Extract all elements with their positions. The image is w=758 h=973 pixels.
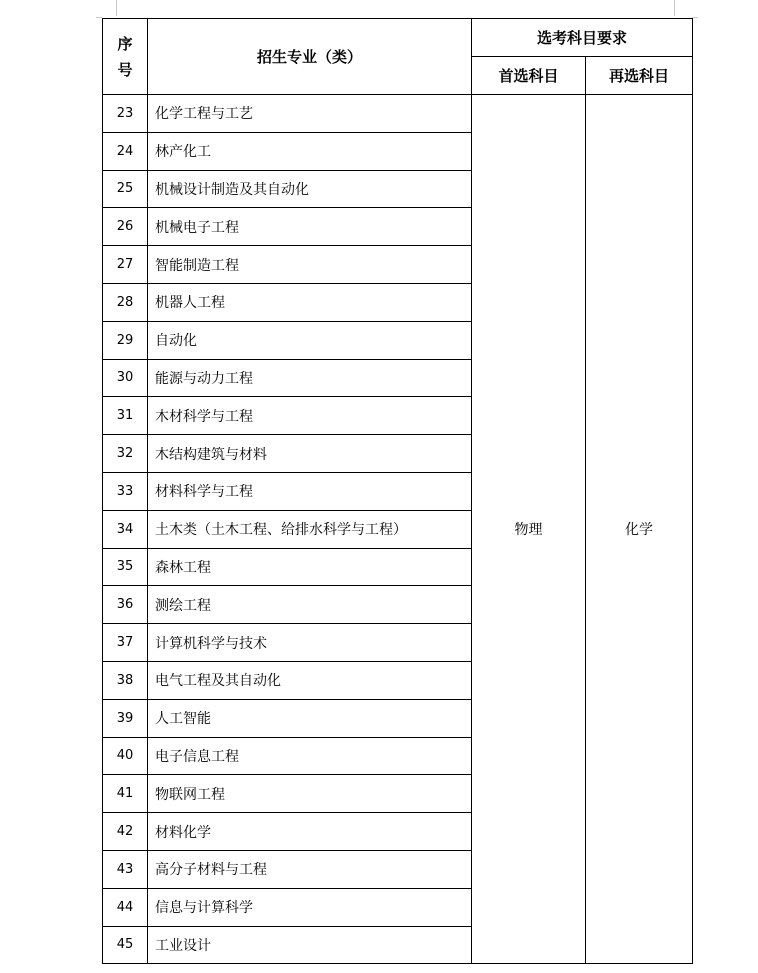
major-name: 机械电子工程 xyxy=(148,208,472,246)
major-name: 测绘工程 xyxy=(148,586,472,624)
major-name: 物联网工程 xyxy=(148,775,472,813)
header-seq: 序号 xyxy=(103,19,148,95)
row-number: 29 xyxy=(103,321,148,359)
row-number: 39 xyxy=(103,699,148,737)
row-number: 37 xyxy=(103,624,148,662)
row-number: 36 xyxy=(103,586,148,624)
row-number: 34 xyxy=(103,510,148,548)
row-number: 43 xyxy=(103,850,148,888)
header-first-subject: 首选科目 xyxy=(472,57,586,95)
subject-requirements-table xyxy=(102,18,693,964)
second-subject: 化学 xyxy=(586,95,693,964)
major-name: 材料科学与工程 xyxy=(148,472,472,510)
major-name: 电气工程及其自动化 xyxy=(148,661,472,699)
major-name: 计算机科学与技术 xyxy=(148,624,472,662)
major-name: 智能制造工程 xyxy=(148,246,472,284)
major-name: 机器人工程 xyxy=(148,283,472,321)
row-number: 25 xyxy=(103,170,148,208)
first-subject: 物理 xyxy=(472,95,586,964)
row-number: 41 xyxy=(103,775,148,813)
row-number: 32 xyxy=(103,435,148,473)
major-name: 木结构建筑与材料 xyxy=(148,435,472,473)
major-name: 木材科学与工程 xyxy=(148,397,472,435)
row-number: 42 xyxy=(103,813,148,851)
major-name: 电子信息工程 xyxy=(148,737,472,775)
header-second-subject: 再选科目 xyxy=(586,57,693,95)
row-number: 33 xyxy=(103,472,148,510)
major-name: 人工智能 xyxy=(148,699,472,737)
header-requirements: 选考科目要求 xyxy=(472,19,693,57)
row-number: 27 xyxy=(103,246,148,284)
major-name: 工业设计 xyxy=(148,926,472,964)
row-number: 38 xyxy=(103,661,148,699)
row-number: 44 xyxy=(103,888,148,926)
row-number: 40 xyxy=(103,737,148,775)
crop-mark xyxy=(674,0,675,16)
major-name: 土木类（土木工程、给排水科学与工程） xyxy=(148,510,472,548)
major-name: 高分子材料与工程 xyxy=(148,850,472,888)
major-name: 信息与计算科学 xyxy=(148,888,472,926)
row-number: 31 xyxy=(103,397,148,435)
major-name: 森林工程 xyxy=(148,548,472,586)
major-name: 机械设计制造及其自动化 xyxy=(148,170,472,208)
row-number: 45 xyxy=(103,926,148,964)
row-number: 23 xyxy=(103,95,148,133)
row-number: 24 xyxy=(103,132,148,170)
row-number: 35 xyxy=(103,548,148,586)
header-major: 招生专业（类） xyxy=(148,19,472,95)
row-number: 28 xyxy=(103,283,148,321)
major-name: 能源与动力工程 xyxy=(148,359,472,397)
major-name: 化学工程与工艺 xyxy=(148,95,472,133)
crop-mark xyxy=(116,0,117,16)
major-name: 材料化学 xyxy=(148,813,472,851)
major-name: 自动化 xyxy=(148,321,472,359)
row-number: 30 xyxy=(103,359,148,397)
major-name: 林产化工 xyxy=(148,132,472,170)
table-row xyxy=(103,95,693,133)
row-number: 26 xyxy=(103,208,148,246)
